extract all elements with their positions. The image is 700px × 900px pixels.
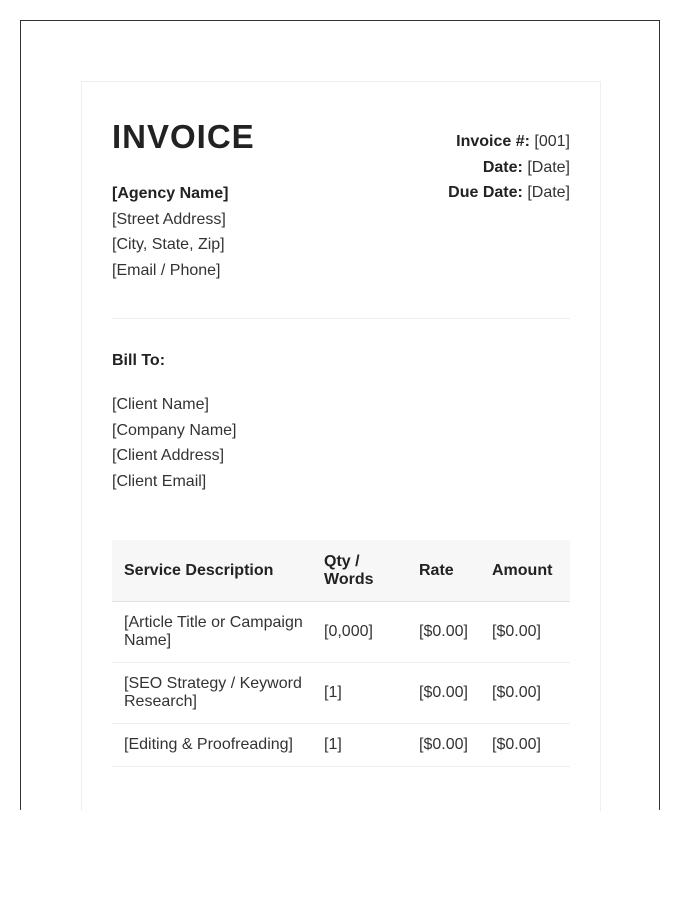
section-divider bbox=[112, 318, 570, 319]
invoice-title: INVOICE bbox=[112, 118, 255, 155]
table-header-row bbox=[112, 540, 570, 602]
column-header-rate: Rate bbox=[407, 540, 480, 602]
due-date-value: [Date] bbox=[527, 184, 570, 201]
agency-city: [City, State, Zip] bbox=[112, 236, 225, 253]
row-qty: [0,000] bbox=[318, 602, 407, 663]
row-amount: [$0.00] bbox=[480, 602, 570, 663]
invoice-meta bbox=[448, 129, 570, 206]
client-name: [Client Name] bbox=[112, 396, 209, 413]
agency-block bbox=[112, 181, 228, 283]
invoice-date-value: [Date] bbox=[527, 158, 570, 176]
row-description: [Editing & Proofreading] bbox=[112, 724, 318, 767]
column-header-qty: Qty / Words bbox=[318, 540, 407, 602]
row-rate: [$0.00] bbox=[407, 602, 480, 663]
due-date-line bbox=[448, 180, 570, 206]
invoice-date-label: Date: bbox=[482, 158, 523, 176]
company-name: [Company Name] bbox=[112, 421, 237, 439]
bill-to-heading: Bill To: bbox=[112, 352, 166, 369]
invoice-number-value: [001] bbox=[534, 133, 570, 150]
client-address: [Client Address] bbox=[112, 447, 225, 464]
bill-to-block bbox=[112, 392, 237, 494]
row-amount: [$0.00] bbox=[480, 663, 570, 724]
agency-contact: [Email / Phone] bbox=[112, 261, 221, 279]
row-rate: [$0.00] bbox=[407, 724, 480, 767]
line-items-table bbox=[112, 540, 570, 767]
column-header-amount: Amount bbox=[480, 540, 570, 602]
row-amount: [$0.00] bbox=[480, 724, 570, 767]
row-rate: [$0.00] bbox=[407, 663, 480, 724]
agency-street: [Street Address] bbox=[112, 210, 226, 228]
table-row bbox=[112, 663, 570, 724]
row-qty: [1] bbox=[318, 724, 407, 767]
invoice-number-line bbox=[448, 129, 570, 155]
row-qty: [1] bbox=[318, 663, 407, 724]
column-header-description: Service Description bbox=[112, 540, 318, 602]
agency-name: [Agency Name] bbox=[112, 185, 229, 202]
invoice-date-line bbox=[448, 155, 570, 181]
table-row bbox=[112, 602, 570, 663]
client-email: [Client Email] bbox=[112, 472, 207, 490]
row-description: [SEO Strategy / Keyword Research] bbox=[112, 663, 318, 724]
table-row bbox=[112, 724, 570, 767]
due-date-label: Due Date: bbox=[448, 184, 523, 201]
row-description: [Article Title or Campaign Name] bbox=[112, 602, 318, 663]
invoice-number-label: Invoice #: bbox=[456, 133, 530, 150]
